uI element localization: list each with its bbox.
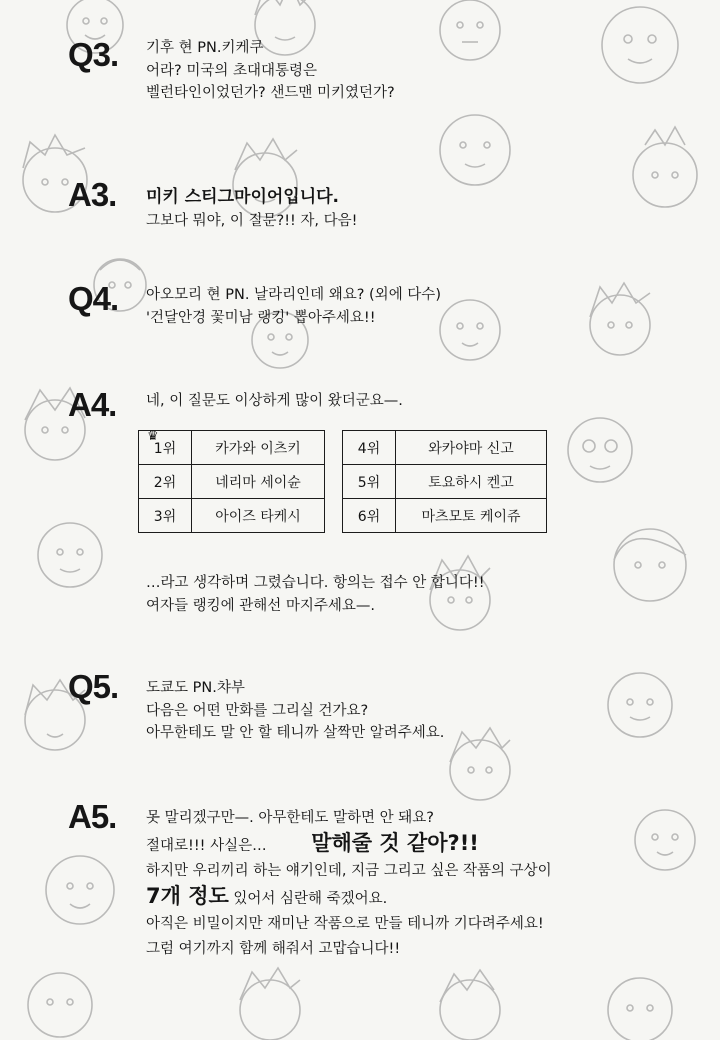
a5-line-2: [146, 831, 552, 859]
table-row: [343, 499, 547, 533]
a3-answer: [146, 184, 357, 233]
name-cell: 토요하시 켄고: [396, 465, 547, 499]
name-cell: 네리마 세이슌: [192, 465, 325, 499]
a3-line-1: 미키 스티그마이어입니다.: [146, 187, 340, 207]
name-cell: 카가와 이츠키: [192, 431, 325, 465]
q4-line-2: '건달안경 꽃미남 랭킹' 뽑아주세요!!: [146, 309, 376, 326]
doodle-face-icon: [614, 529, 686, 601]
doodle-face-icon: [608, 978, 672, 1040]
table-row: [139, 499, 325, 533]
q4-question: [146, 284, 441, 329]
a5-line-4-emphasis: 7개 정도: [146, 884, 229, 908]
doodle-face-icon: [440, 300, 500, 360]
table-row: [139, 465, 325, 499]
doodle-face-icon: [38, 523, 102, 587]
doodle-face-icon: [440, 115, 510, 185]
q5-line-3: 아무한테도 말 안 할 테니까 살짝만 알려주세요.: [146, 725, 445, 741]
a5-line-5: 아직은 비밀이지만 재미난 작품으로 만들 테니까 기다려주세요!: [146, 916, 544, 932]
rank-cell: ♛ 1위: [139, 431, 192, 465]
a5-answer: [146, 806, 552, 962]
a4-outro-line-2: 여자들 랭킹에 관해선 마지주세요—.: [146, 597, 376, 614]
doodle-face-icon: [602, 7, 678, 83]
q5-question: [146, 677, 444, 745]
a3-line-2: 그보다 뭐야, 이 질문?!! 자, 다음!: [146, 213, 358, 229]
doodle-face-icon: [608, 673, 672, 737]
q3-line-3: 벨런타인이었던가? 샌드맨 미키였던가?: [146, 85, 395, 101]
q5-line-1: 도쿄도 PN.챠부: [146, 680, 245, 696]
q3-label: Q3.: [68, 36, 119, 73]
a3-label: A3.: [68, 176, 117, 213]
doodle-face-icon: [568, 418, 632, 482]
ranking-table-left: [138, 430, 325, 533]
name-cell: 와카야마 신고: [396, 431, 547, 465]
q4-label: Q4.: [68, 280, 119, 317]
doodle-face-icon: [46, 856, 114, 924]
a5-line-2-emphasis: 말해줄 것 같아?!!: [311, 831, 479, 855]
crown-icon: ♛: [147, 429, 159, 444]
doodle-face-icon: [635, 810, 695, 870]
rank-cell: 6위: [343, 499, 396, 533]
doodle-face-icon: [28, 973, 92, 1037]
a5-line-3: 하지만 우리끼리 하는 얘기인데, 지금 그리고 싶은 작품의 구상이: [146, 863, 552, 879]
a5-label: A5.: [68, 798, 117, 835]
q3-line-2: 어라? 미국의 초대대통령은: [146, 62, 317, 79]
table-row: [139, 431, 325, 465]
q5-line-2: 다음은 어떤 만화를 그리실 건가요?: [146, 702, 369, 719]
doodle-face-icon: [633, 127, 697, 207]
table-row: [343, 431, 547, 465]
doodle-face-icon: [450, 728, 510, 800]
a4-outro-line-1: …라고 생각하며 그렸습니다. 항의는 접수 안 합니다!!: [146, 575, 485, 591]
a5-line-4: [146, 884, 552, 912]
a5-line-2-start: 절대로!!! 사실은…: [146, 838, 267, 854]
doodle-face-icon: [440, 0, 500, 60]
a4-outro: [146, 572, 485, 617]
q3-line-1: 기후 현 PN.키케쿠: [146, 40, 264, 56]
name-cell: 아이즈 타케시: [192, 499, 325, 533]
rank-cell: 5위: [343, 465, 396, 499]
a4-label: A4.: [68, 386, 117, 423]
name-cell: 마츠모토 케이쥬: [396, 499, 547, 533]
q4-line-1: 아오모리 현 PN. 날라리인데 왜요? (외에 다수): [146, 287, 441, 303]
q3-question: [146, 37, 395, 105]
rank-cell: 3위: [139, 499, 192, 533]
a5-line-6: 그럼 여기까지 함께 해줘서 고맙습니다!!: [146, 941, 401, 957]
doodle-face-icon: [440, 970, 500, 1040]
a5-line-1: 못 말리겠구만—. 아무한테도 말하면 안 돼요?: [146, 810, 434, 826]
ranking-table-right: [342, 430, 547, 533]
q5-label: Q5.: [68, 668, 119, 705]
a4-intro: 네, 이 질문도 이상하게 많이 왔더군요—.: [146, 393, 403, 409]
table-row: [343, 465, 547, 499]
doodle-face-icon: [590, 283, 650, 355]
rank-cell: 2위: [139, 465, 192, 499]
doodle-face-icon: [240, 968, 300, 1040]
rank-cell: 4위: [343, 431, 396, 465]
a5-line-4-rest: 있어서 심란해 죽겠어요.: [228, 891, 388, 907]
